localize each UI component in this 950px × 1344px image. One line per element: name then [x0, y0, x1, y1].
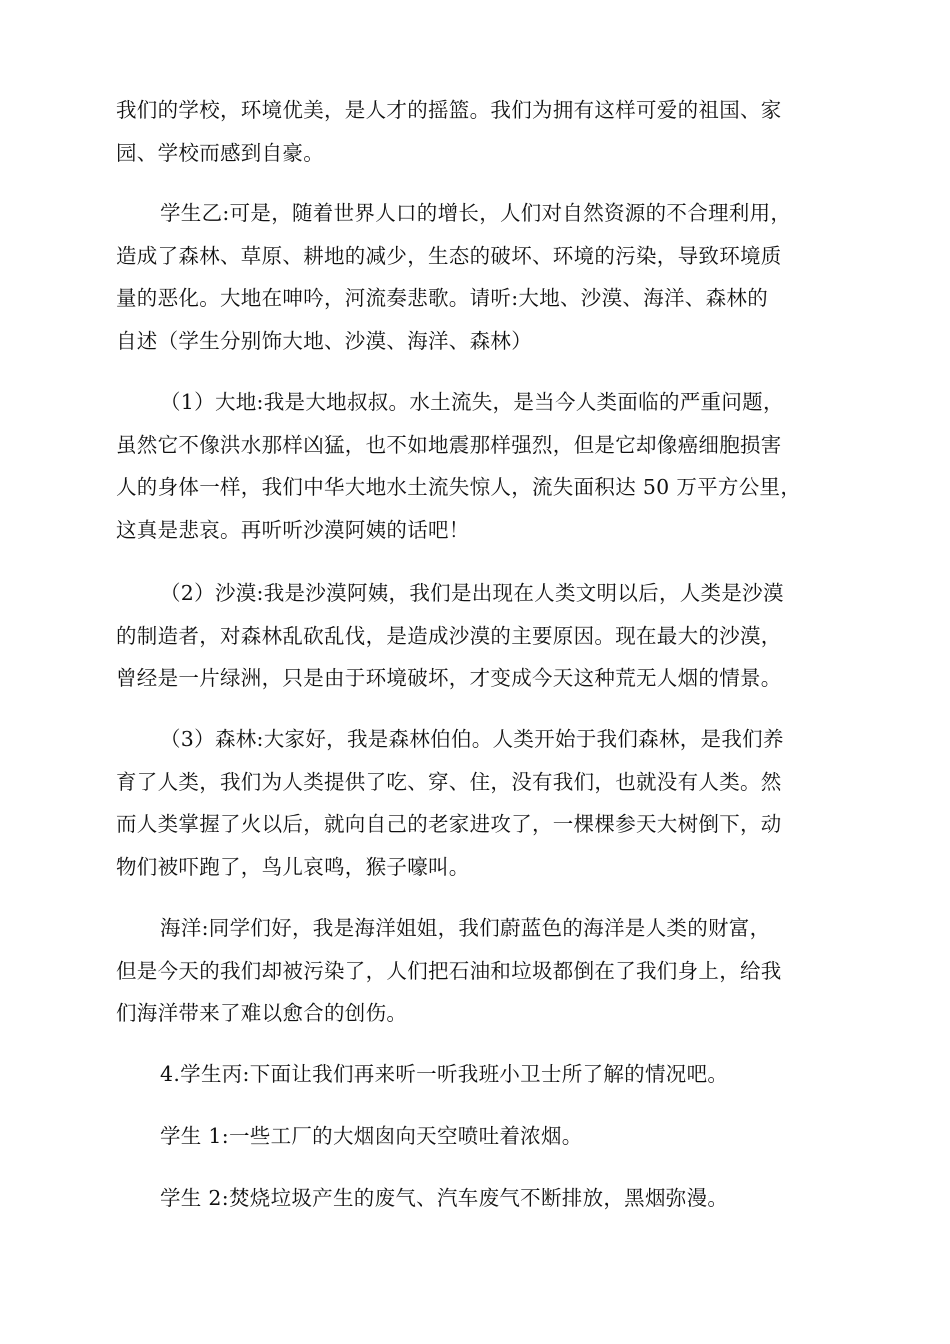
text-line: 量的恶化。大地在呻吟，河流奏悲歌。请听:大地、沙漠、海洋、森林的 [116, 286, 769, 310]
text-line: 海洋:同学们好，我是海洋姐姐，我们蔚蓝色的海洋是人类的财富， [160, 916, 771, 940]
text-line: 自述（学生分别饰大地、沙漠、海洋、森林） [116, 328, 532, 353]
text-line: （1）大地:我是大地叔叔。水土流失，是当今人类面临的严重问题， [160, 390, 784, 414]
paragraph-forest [116, 718, 836, 888]
text-line: 曾经是一片绿洲，只是由于环境破坏，才变成今天这种荒无人烟的情景。 [116, 666, 782, 690]
text-line: 人的身体一样，我们中华大地水土流失惊人，流失面积达 50 万平方公里， [116, 475, 802, 499]
paragraph-desert [116, 572, 836, 700]
paragraph-student-2 [116, 1177, 836, 1220]
paragraph-student-yi [116, 192, 836, 362]
text-line: 园、学校而感到自豪。 [116, 140, 324, 165]
text-line: （3）森林:大家好，我是森林伯伯。人类开始于我们森林，是我们养 [160, 727, 784, 751]
text-line: （2）沙漠:我是沙漠阿姨，我们是出现在人类文明以后，人类是沙漠 [160, 581, 784, 605]
text-line: 我们的学校，环境优美，是人才的摇篮。我们为拥有这样可爱的祖国、家 [116, 98, 782, 122]
text-line: 的制造者，对森林乱砍乱伐，是造成沙漠的主要原因。现在最大的沙漠， [116, 623, 782, 648]
paragraph-ocean [116, 907, 836, 1035]
text-line: 学生 2:焚烧垃圾产生的废气、汽车废气不断排放，黑烟弥漫。 [160, 1186, 729, 1210]
paragraph-student-1 [116, 1115, 836, 1158]
text-line: 学生 1:一些工厂的大烟囱向天空喷吐着浓烟。 [160, 1124, 583, 1148]
text-line: 学生乙:可是，随着世界人口的增长，人们对自然资源的不合理利用， [160, 201, 792, 225]
text-line: 虽然它不像洪水那样凶猛，也不如地震那样强烈，但是它却像癌细胞损害 [116, 432, 782, 457]
text-line: 育了人类，我们为人类提供了吃、穿、住，没有我们，也就没有人类。然 [116, 769, 782, 794]
text-line: 造成了森林、草原、耕地的减少，生态的破坏、环境的污染，导致环境质 [116, 243, 782, 268]
text-line: 物们被吓跑了，鸟儿哀鸣，猴子嚎叫。 [116, 854, 470, 879]
text-line: 但是今天的我们却被污染了，人们把石油和垃圾都倒在了我们身上，给我 [116, 958, 782, 983]
text-line: 而人类掌握了火以后，就向自己的老家进攻了，一棵棵参天大树倒下，动 [116, 812, 782, 836]
text-line: 们海洋带来了难以愈合的创伤。 [116, 1001, 408, 1025]
paragraph-intro-continuation [116, 89, 836, 174]
text-line: 4.学生丙:下面让我们再来听一听我班小卫士所了解的情况吧。 [160, 1062, 729, 1086]
text-line: 这真是悲哀。再听听沙漠阿姨的话吧！ [116, 517, 470, 542]
paragraph-student-bing [116, 1053, 836, 1096]
paragraph-earth [116, 381, 836, 551]
